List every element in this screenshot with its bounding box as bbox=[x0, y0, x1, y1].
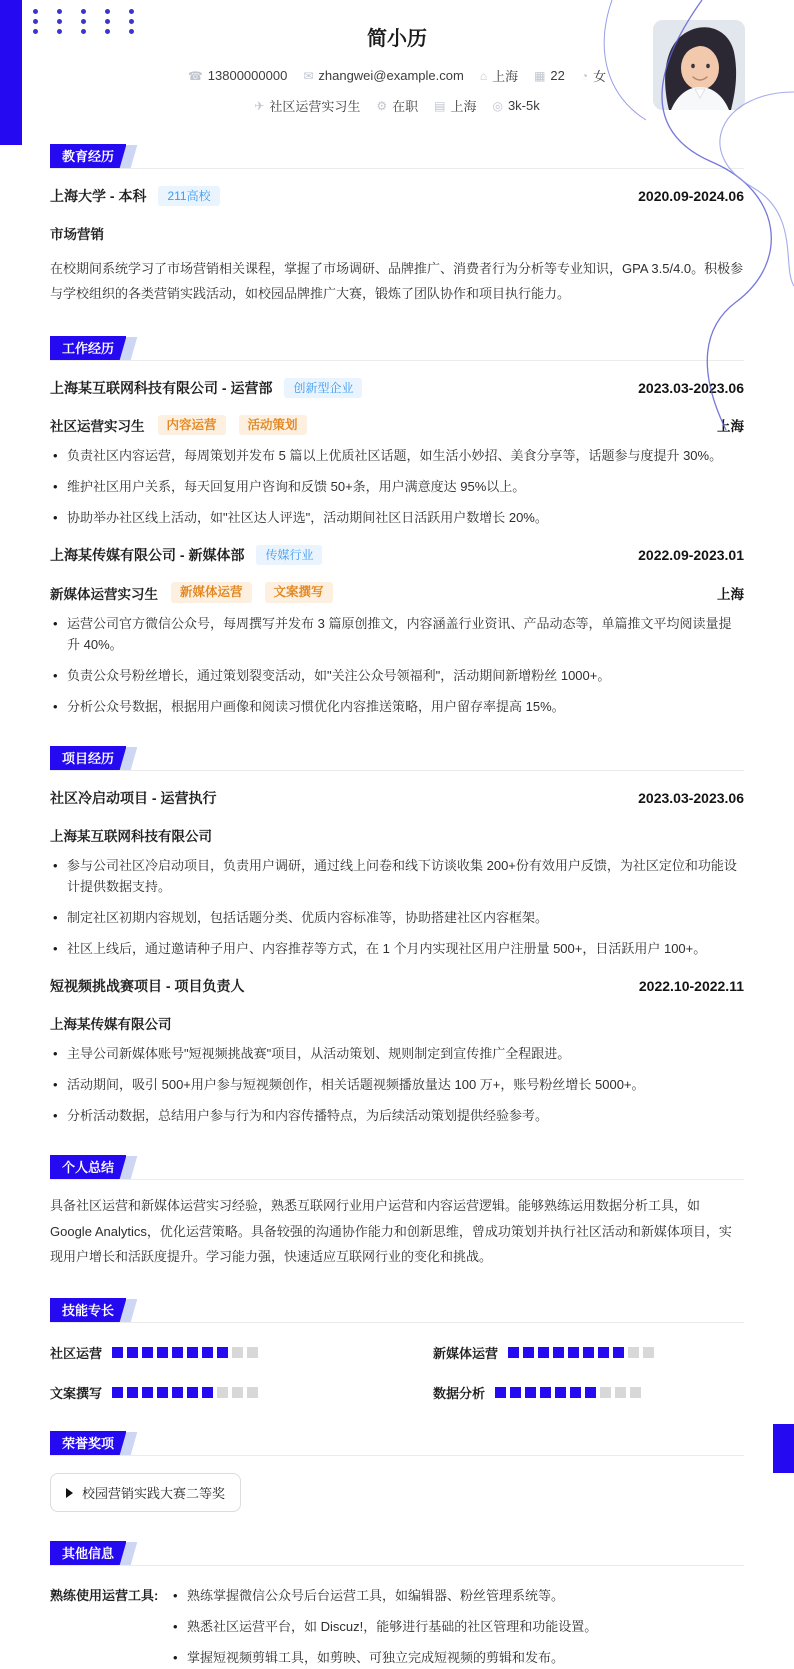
skill-square bbox=[583, 1347, 594, 1358]
work-date: 2023.03-2023.06 bbox=[638, 379, 744, 396]
section-header bbox=[50, 1152, 744, 1180]
bullet-item: • 维护社区用户关系，每天回复用户咨询和反馈 50+条，用户满意度达 95%以上。 bbox=[50, 476, 744, 497]
contact-salary bbox=[492, 98, 539, 113]
project-date: 2022.10-2022.11 bbox=[638, 978, 744, 995]
contact-row-1 bbox=[50, 66, 744, 85]
skill-item bbox=[433, 1383, 744, 1402]
contact-phone bbox=[188, 68, 287, 83]
section-header bbox=[50, 743, 744, 771]
bullet-item: • 运营公司官方微信公众号，每周撰写并发布 3 篇原创推文，内容涵盖行业资讯、产品动态等，单篇推文平均阅读量提升 40%。 bbox=[50, 613, 744, 655]
section-badge: 项目经历 bbox=[50, 746, 126, 770]
skill-level-bar bbox=[508, 1347, 654, 1358]
major-row bbox=[50, 223, 744, 243]
skill-square bbox=[568, 1347, 579, 1358]
major-name: 市场营销 bbox=[50, 227, 104, 242]
school-tag: 211高校 bbox=[158, 186, 219, 206]
role-tag: 活动策划 bbox=[239, 415, 307, 436]
section-work bbox=[50, 333, 744, 717]
skill-square bbox=[142, 1387, 153, 1398]
contact-text: 3k-5k bbox=[507, 98, 540, 113]
skill-square bbox=[613, 1347, 624, 1358]
skill-label: 社区运营 bbox=[50, 1346, 103, 1362]
skill-square bbox=[172, 1347, 183, 1358]
phone-icon bbox=[188, 70, 203, 82]
contact-text: 上海 bbox=[492, 69, 519, 84]
work-entry-header bbox=[50, 378, 744, 398]
role-name: 社区运营实习生 bbox=[50, 418, 145, 434]
skill-square bbox=[217, 1387, 228, 1398]
bullet-item: • 参与公司社区冷启动项目，负责用户调研，通过线上问卷和线下访谈收集 200+份有效用户反馈，为社区定位和功能设计提供数据支持。 bbox=[50, 855, 744, 897]
project-title: 社区冷启动项目 - 运营执行 bbox=[50, 790, 217, 807]
contact-text: zhangwei@example.com bbox=[318, 68, 464, 83]
honor-pill[interactable] bbox=[50, 1473, 241, 1512]
contact-text: 社区运营实习生 bbox=[269, 99, 361, 114]
skill-square bbox=[630, 1387, 641, 1398]
skill-square bbox=[187, 1387, 198, 1398]
contact-text: 上海 bbox=[450, 99, 477, 114]
skill-square bbox=[202, 1347, 213, 1358]
profile-photo bbox=[653, 20, 745, 110]
skill-square bbox=[127, 1347, 138, 1358]
section-education bbox=[50, 141, 744, 307]
skill-square bbox=[202, 1387, 213, 1398]
bullet-item: • 活动期间，吸引 500+用户参与短视频创作，相关话题视频播放量达 100 万+，账号粉丝增长 5000+。 bbox=[50, 1074, 744, 1095]
skill-square bbox=[112, 1387, 123, 1398]
bullet-item: • 制定社区初期内容规划，包括话题分类、优质内容标准等，协助搭建社区内容框架。 bbox=[50, 907, 744, 928]
section-summary bbox=[50, 1152, 744, 1269]
skill-item bbox=[50, 1343, 361, 1362]
section-other bbox=[50, 1538, 744, 1668]
bullet-item: • 协助举办社区线上活动，如"社区达人评选"，活动期间社区日活跃用户数增长 20%。 bbox=[50, 507, 744, 528]
skill-level-bar bbox=[112, 1347, 258, 1358]
bullet-item: • 熟练掌握微信公众号后台运营工具，如编辑器、粉丝管理系统等。 bbox=[170, 1585, 744, 1606]
work-role-row bbox=[50, 582, 744, 603]
bullet-item: • 社区上线后，通过邀请种子用户、内容推荐等方式，在 1 个月内实现社区用户注册量 500+，日活跃用户 100+。 bbox=[50, 938, 744, 959]
contact-city bbox=[434, 96, 476, 115]
bullet-item: • 熟悉社区运营平台，如 Discuz!，能够进行基础的社区管理和功能设置。 bbox=[170, 1616, 744, 1637]
contact-job bbox=[254, 96, 360, 115]
skill-square bbox=[598, 1347, 609, 1358]
section-header bbox=[50, 333, 744, 361]
skill-square bbox=[538, 1347, 549, 1358]
skill-square bbox=[232, 1347, 243, 1358]
section-header bbox=[50, 141, 744, 169]
skill-square bbox=[615, 1387, 626, 1398]
email-icon bbox=[303, 70, 313, 82]
skill-level-bar bbox=[495, 1387, 641, 1398]
contact-gender bbox=[581, 66, 606, 85]
section-badge: 荣誉奖项 bbox=[50, 1431, 126, 1455]
work-entry bbox=[50, 545, 744, 717]
project-company: 上海某传媒有限公司 bbox=[50, 1017, 172, 1033]
project-entry-header bbox=[50, 788, 744, 808]
project-entry-header bbox=[50, 976, 744, 996]
work-bullets bbox=[50, 613, 744, 717]
skill-square bbox=[570, 1387, 581, 1398]
contact-text: 女 bbox=[593, 69, 607, 84]
work-location: 上海 bbox=[717, 586, 744, 602]
skill-square bbox=[157, 1387, 168, 1398]
section-badge: 教育经历 bbox=[50, 144, 126, 168]
education-entry-header bbox=[50, 186, 744, 206]
work-entry bbox=[50, 378, 744, 529]
paper-plane-icon bbox=[254, 100, 264, 112]
project-entry bbox=[50, 788, 744, 959]
bullet-item: • 分析活动数据，总结用户参与行为和内容传播特点，为后续活动策划提供经验参考。 bbox=[50, 1105, 744, 1126]
project-title: 短视频挑战赛项目 - 项目负责人 bbox=[50, 978, 245, 995]
contact-row-2 bbox=[50, 96, 744, 115]
skill-square bbox=[112, 1347, 123, 1358]
bullet-item: • 负责社区内容运营，每周策划并发布 5 篇以上优质社区话题，如生活小妙招、美食分享等，话题参与度提升 30%。 bbox=[50, 445, 744, 466]
home-icon bbox=[480, 70, 487, 82]
section-badge: 个人总结 bbox=[50, 1155, 126, 1179]
other-info-row bbox=[50, 1575, 744, 1668]
contact-text: 在职 bbox=[392, 99, 419, 114]
honor-text: 校园营销实践大赛二等奖 bbox=[82, 1486, 226, 1502]
bullet-item: • 主导公司新媒体账号"短视频挑战赛"项目，从活动策划、规则制定到宣传推广全程跟进。 bbox=[50, 1043, 744, 1064]
play-triangle-icon bbox=[66, 1488, 73, 1498]
skill-square bbox=[585, 1387, 596, 1398]
skill-square bbox=[553, 1347, 564, 1358]
summary-text: 具备社区运营和新媒体运营实习经验，熟悉互联网行业用户运营和内容运营逻辑。能够熟练运用数据分析工具，如 Google Analytics，优化运营策略。具备较强的沟通协作能力和创新思维，曾成功策划并执行社区活动和新媒体项目，实现用户增长和活跃度提升。学习能力强，快速适应互联网行业的变化和挑战。 bbox=[50, 1198, 732, 1265]
section-header bbox=[50, 1428, 744, 1456]
skills-grid bbox=[50, 1343, 744, 1402]
role-tag: 文案撰写 bbox=[265, 582, 333, 603]
skill-square bbox=[172, 1387, 183, 1398]
skill-square bbox=[232, 1387, 243, 1398]
project-company-row bbox=[50, 825, 744, 845]
contact-location bbox=[480, 66, 518, 85]
skill-square bbox=[540, 1387, 551, 1398]
section-honors bbox=[50, 1428, 744, 1512]
education-date: 2020.09-2024.06 bbox=[638, 188, 744, 204]
skill-label: 数据分析 bbox=[433, 1386, 486, 1402]
contact-status bbox=[376, 96, 418, 115]
company-tag: 传媒行业 bbox=[256, 545, 322, 565]
bullet-item: • 掌握短视频剪辑工具，如剪映、可独立完成短视频的剪辑和发布。 bbox=[170, 1647, 744, 1668]
skill-square bbox=[247, 1387, 258, 1398]
skill-square bbox=[510, 1387, 521, 1398]
skill-level-bar bbox=[112, 1387, 258, 1398]
gear-icon bbox=[376, 100, 387, 112]
skill-square bbox=[555, 1387, 566, 1398]
skill-square bbox=[187, 1347, 198, 1358]
project-company: 上海某互联网科技有限公司 bbox=[50, 829, 212, 845]
contact-text: 22 bbox=[550, 68, 565, 83]
target-icon bbox=[492, 100, 502, 112]
section-header bbox=[50, 1295, 744, 1323]
project-bullets bbox=[50, 855, 744, 959]
contact-email bbox=[303, 68, 464, 83]
skill-square bbox=[495, 1387, 506, 1398]
role-tag: 内容运营 bbox=[158, 415, 226, 436]
skill-square bbox=[157, 1347, 168, 1358]
work-entry-header bbox=[50, 545, 744, 565]
skill-square bbox=[628, 1347, 639, 1358]
work-date: 2022.09-2023.01 bbox=[638, 547, 744, 564]
section-skills bbox=[50, 1295, 744, 1402]
other-bullets bbox=[170, 1575, 744, 1668]
skill-square bbox=[217, 1347, 228, 1358]
contact-age bbox=[534, 68, 565, 83]
company-name: 上海某互联网科技有限公司 - 运营部 bbox=[50, 379, 273, 396]
skill-square bbox=[142, 1347, 153, 1358]
project-date: 2023.03-2023.06 bbox=[638, 790, 744, 807]
skill-square bbox=[508, 1347, 519, 1358]
skill-square bbox=[247, 1347, 258, 1358]
skill-item bbox=[50, 1383, 361, 1402]
work-location: 上海 bbox=[717, 418, 744, 434]
skill-label: 文案撰写 bbox=[50, 1386, 103, 1402]
section-projects bbox=[50, 743, 744, 1126]
bullet-item: • 负责公众号粉丝增长，通过策划裂变活动，如"关注公众号领福利"，活动期间新增粉丝 1000+。 bbox=[50, 665, 744, 686]
project-company-row bbox=[50, 1013, 744, 1033]
skill-square bbox=[600, 1387, 611, 1398]
skill-square bbox=[523, 1347, 534, 1358]
skill-square bbox=[127, 1387, 138, 1398]
contact-text: 13800000000 bbox=[207, 68, 288, 83]
company-name: 上海某传媒有限公司 - 新媒体部 bbox=[50, 547, 245, 564]
skill-item bbox=[433, 1343, 744, 1362]
section-header bbox=[50, 1538, 744, 1566]
bullet-item: • 分析公众号数据，根据用户画像和阅读习惯优化内容推送策略，用户留存率提高 15%。 bbox=[50, 696, 744, 717]
section-badge: 技能专长 bbox=[50, 1298, 126, 1322]
work-role-row bbox=[50, 415, 744, 436]
education-description: 在校期间系统学习了市场营销相关课程，掌握了市场调研、品牌推广、消费者行为分析等专业知识，GPA 3.5/4.0。积极参与学校组织的各类营销实践活动，如校园品牌推广大赛，锻炼了团队协作和项目执行能力。 bbox=[50, 261, 744, 302]
school-name: 上海大学 - 本科 bbox=[50, 188, 147, 204]
page-title: 简小历 bbox=[367, 28, 427, 50]
document-icon bbox=[434, 100, 445, 112]
company-tag: 创新型企业 bbox=[284, 378, 362, 398]
skill-square bbox=[643, 1347, 654, 1358]
skill-square bbox=[525, 1387, 536, 1398]
avatar bbox=[653, 20, 745, 110]
project-bullets bbox=[50, 1043, 744, 1126]
gender-icon bbox=[581, 70, 588, 82]
section-badge: 工作经历 bbox=[50, 336, 126, 360]
work-bullets bbox=[50, 445, 744, 528]
skill-label: 新媒体运营 bbox=[433, 1346, 499, 1362]
other-label: 熟练使用运营工具: bbox=[50, 1588, 159, 1604]
role-name: 新媒体运营实习生 bbox=[50, 586, 158, 602]
role-tag: 新媒体运营 bbox=[171, 582, 252, 603]
calendar-icon bbox=[534, 70, 545, 82]
section-badge: 其他信息 bbox=[50, 1541, 126, 1565]
project-entry bbox=[50, 976, 744, 1126]
